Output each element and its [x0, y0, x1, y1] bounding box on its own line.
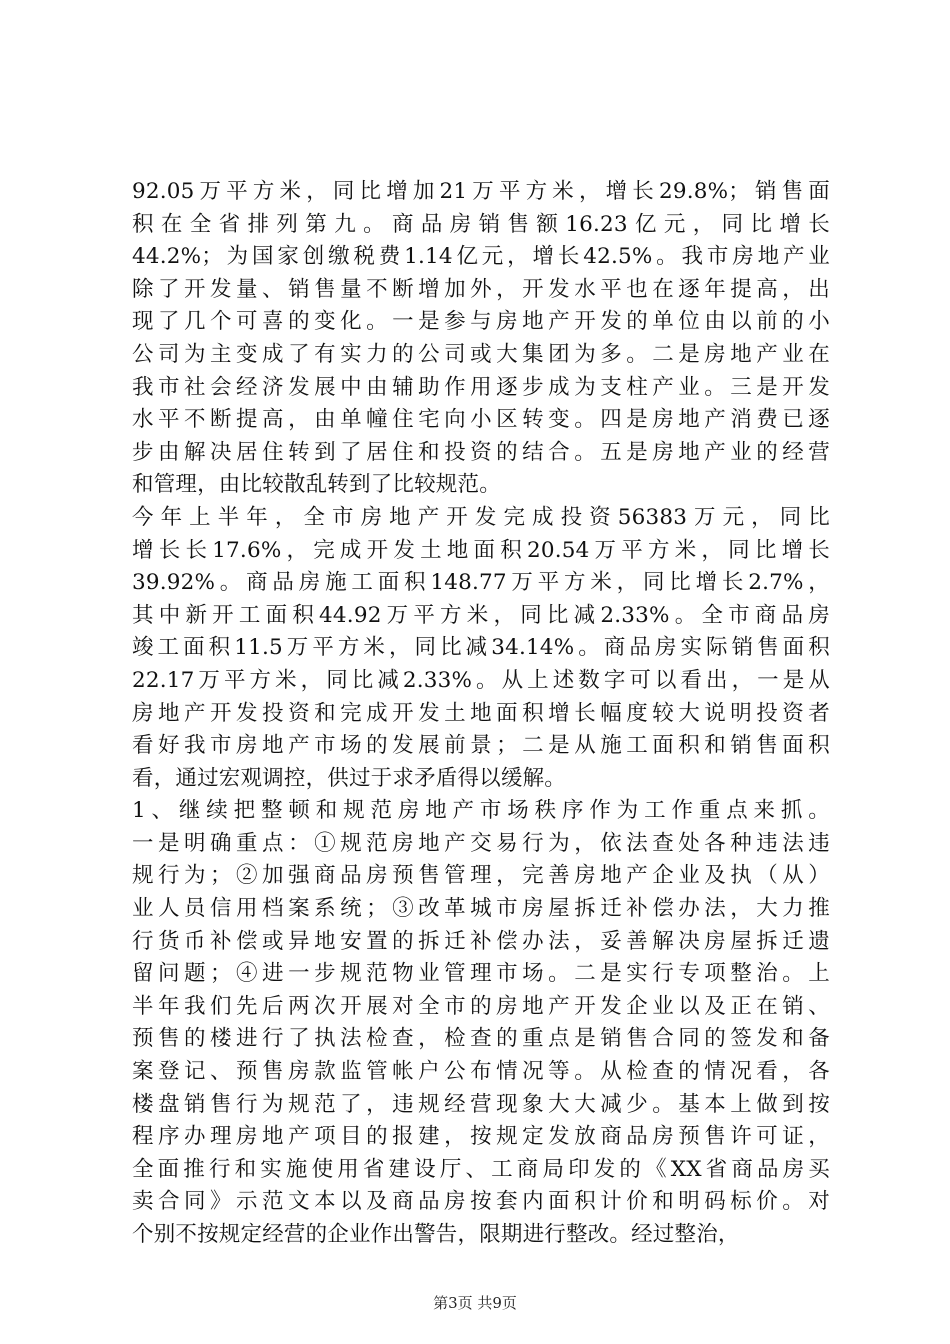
document-body	[132, 176, 830, 1252]
text-line: 房地产开发投资和完成开发土地面积增长幅度较大说明投资者	[132, 700, 830, 726]
text-line: 程序办理房地产项目的报建，按规定发放商品房预售许可证，	[132, 1124, 830, 1150]
text-line: 我市社会经济发展中由辅助作用逐步成为支柱产业。三是开发	[132, 374, 830, 400]
text-line: 22.17万平方米，同比减2.33%。从上述数字可以看出，一是从	[132, 667, 830, 693]
text-line: 楼盘销售行为规范了，违规经营现象大大减少。基本上做到按	[132, 1091, 830, 1117]
text-line: 半年我们先后两次开展对全市的房地产开发企业以及正在销、	[132, 993, 830, 1019]
text-line: 个别不按规定经营的企业作出警告，限期进行整改。经过整治，	[132, 1222, 740, 1247]
text-line: 今年上半年，全市房地产开发完成投资56383万元，同比	[132, 504, 830, 530]
text-line: 增长长17.6%，完成开发土地面积20.54万平方米，同比增长	[132, 537, 830, 563]
text-line: 和管理，由比较散乱转到了比较规范。	[132, 472, 501, 498]
text-line: 积在全省排列第九。商品房销售额16.23亿元，同比增长	[132, 211, 830, 237]
text-line: 行货币补偿或异地安置的拆迁补偿办法，妥善解决房屋拆迁遗	[132, 928, 830, 954]
text-line: 步由解决居住转到了居住和投资的结合。五是房地产业的经营	[132, 439, 830, 465]
paragraph	[132, 795, 830, 1251]
text-line: 卖合同》示范文本以及商品房按套内面积计价和明码标价。对	[132, 1189, 830, 1215]
text-line: 1、继续把整顿和规范房地产市场秩序作为工作重点来抓。	[132, 798, 830, 824]
text-line: 看，通过宏观调控，供过于求矛盾得以缓解。	[132, 765, 567, 791]
text-line: 看好我市房地产市场的发展前景；二是从施工面积和销售面积	[132, 733, 830, 759]
text-line: 44.2%；为国家创缴税费1.14亿元，增长42.5%。我市房地产业	[132, 244, 830, 270]
text-line: 案登记、预售房款监管帐户公布情况等。从检查的情况看，各	[132, 1059, 830, 1085]
paragraph	[132, 176, 830, 502]
text-line: 除了开发量、销售量不断增加外，开发水平也在逐年提高，出	[132, 276, 830, 302]
text-line: 公司为主变成了有实力的公司或大集团为多。二是房地产业在	[132, 341, 830, 367]
paragraph	[132, 502, 830, 795]
text-line: 预售的楼进行了执法检查，检查的重点是销售合同的签发和备	[132, 1026, 830, 1052]
text-line: 其中新开工面积44.92万平方米，同比减2.33%。全市商品房	[132, 602, 830, 628]
text-line: 业人员信用档案系统；③改革城市房屋拆迁补偿办法，大力推	[132, 896, 830, 922]
text-line: 全面推行和实施使用省建设厅、工商局印发的《XX省商品房买	[132, 1156, 830, 1182]
text-line: 39.92%。商品房施工面积148.77万平方米，同比增长2.7%，	[132, 570, 830, 596]
text-line: 规行为；②加强商品房预售管理，完善房地产企业及执（从）	[132, 863, 830, 889]
text-line: 现了几个可喜的变化。一是参与房地产开发的单位由以前的小	[132, 309, 830, 335]
text-line: 92.05万平方米，同比增加21万平方米，增长29.8%；销售面	[132, 179, 830, 204]
text-line: 水平不断提高，由单幢住宅向小区转变。四是房地产消费已逐	[132, 407, 830, 433]
text-line: 留问题；④进一步规范物业管理市场。二是实行专项整治。上	[132, 961, 830, 987]
text-line: 竣工面积11.5万平方米，同比减34.14%。商品房实际销售面积	[132, 635, 830, 661]
text-line: 一是明确重点：①规范房地产交易行为，依法查处各种违法违	[132, 830, 830, 856]
page-footer: 第3页 共9页	[433, 1294, 517, 1312]
